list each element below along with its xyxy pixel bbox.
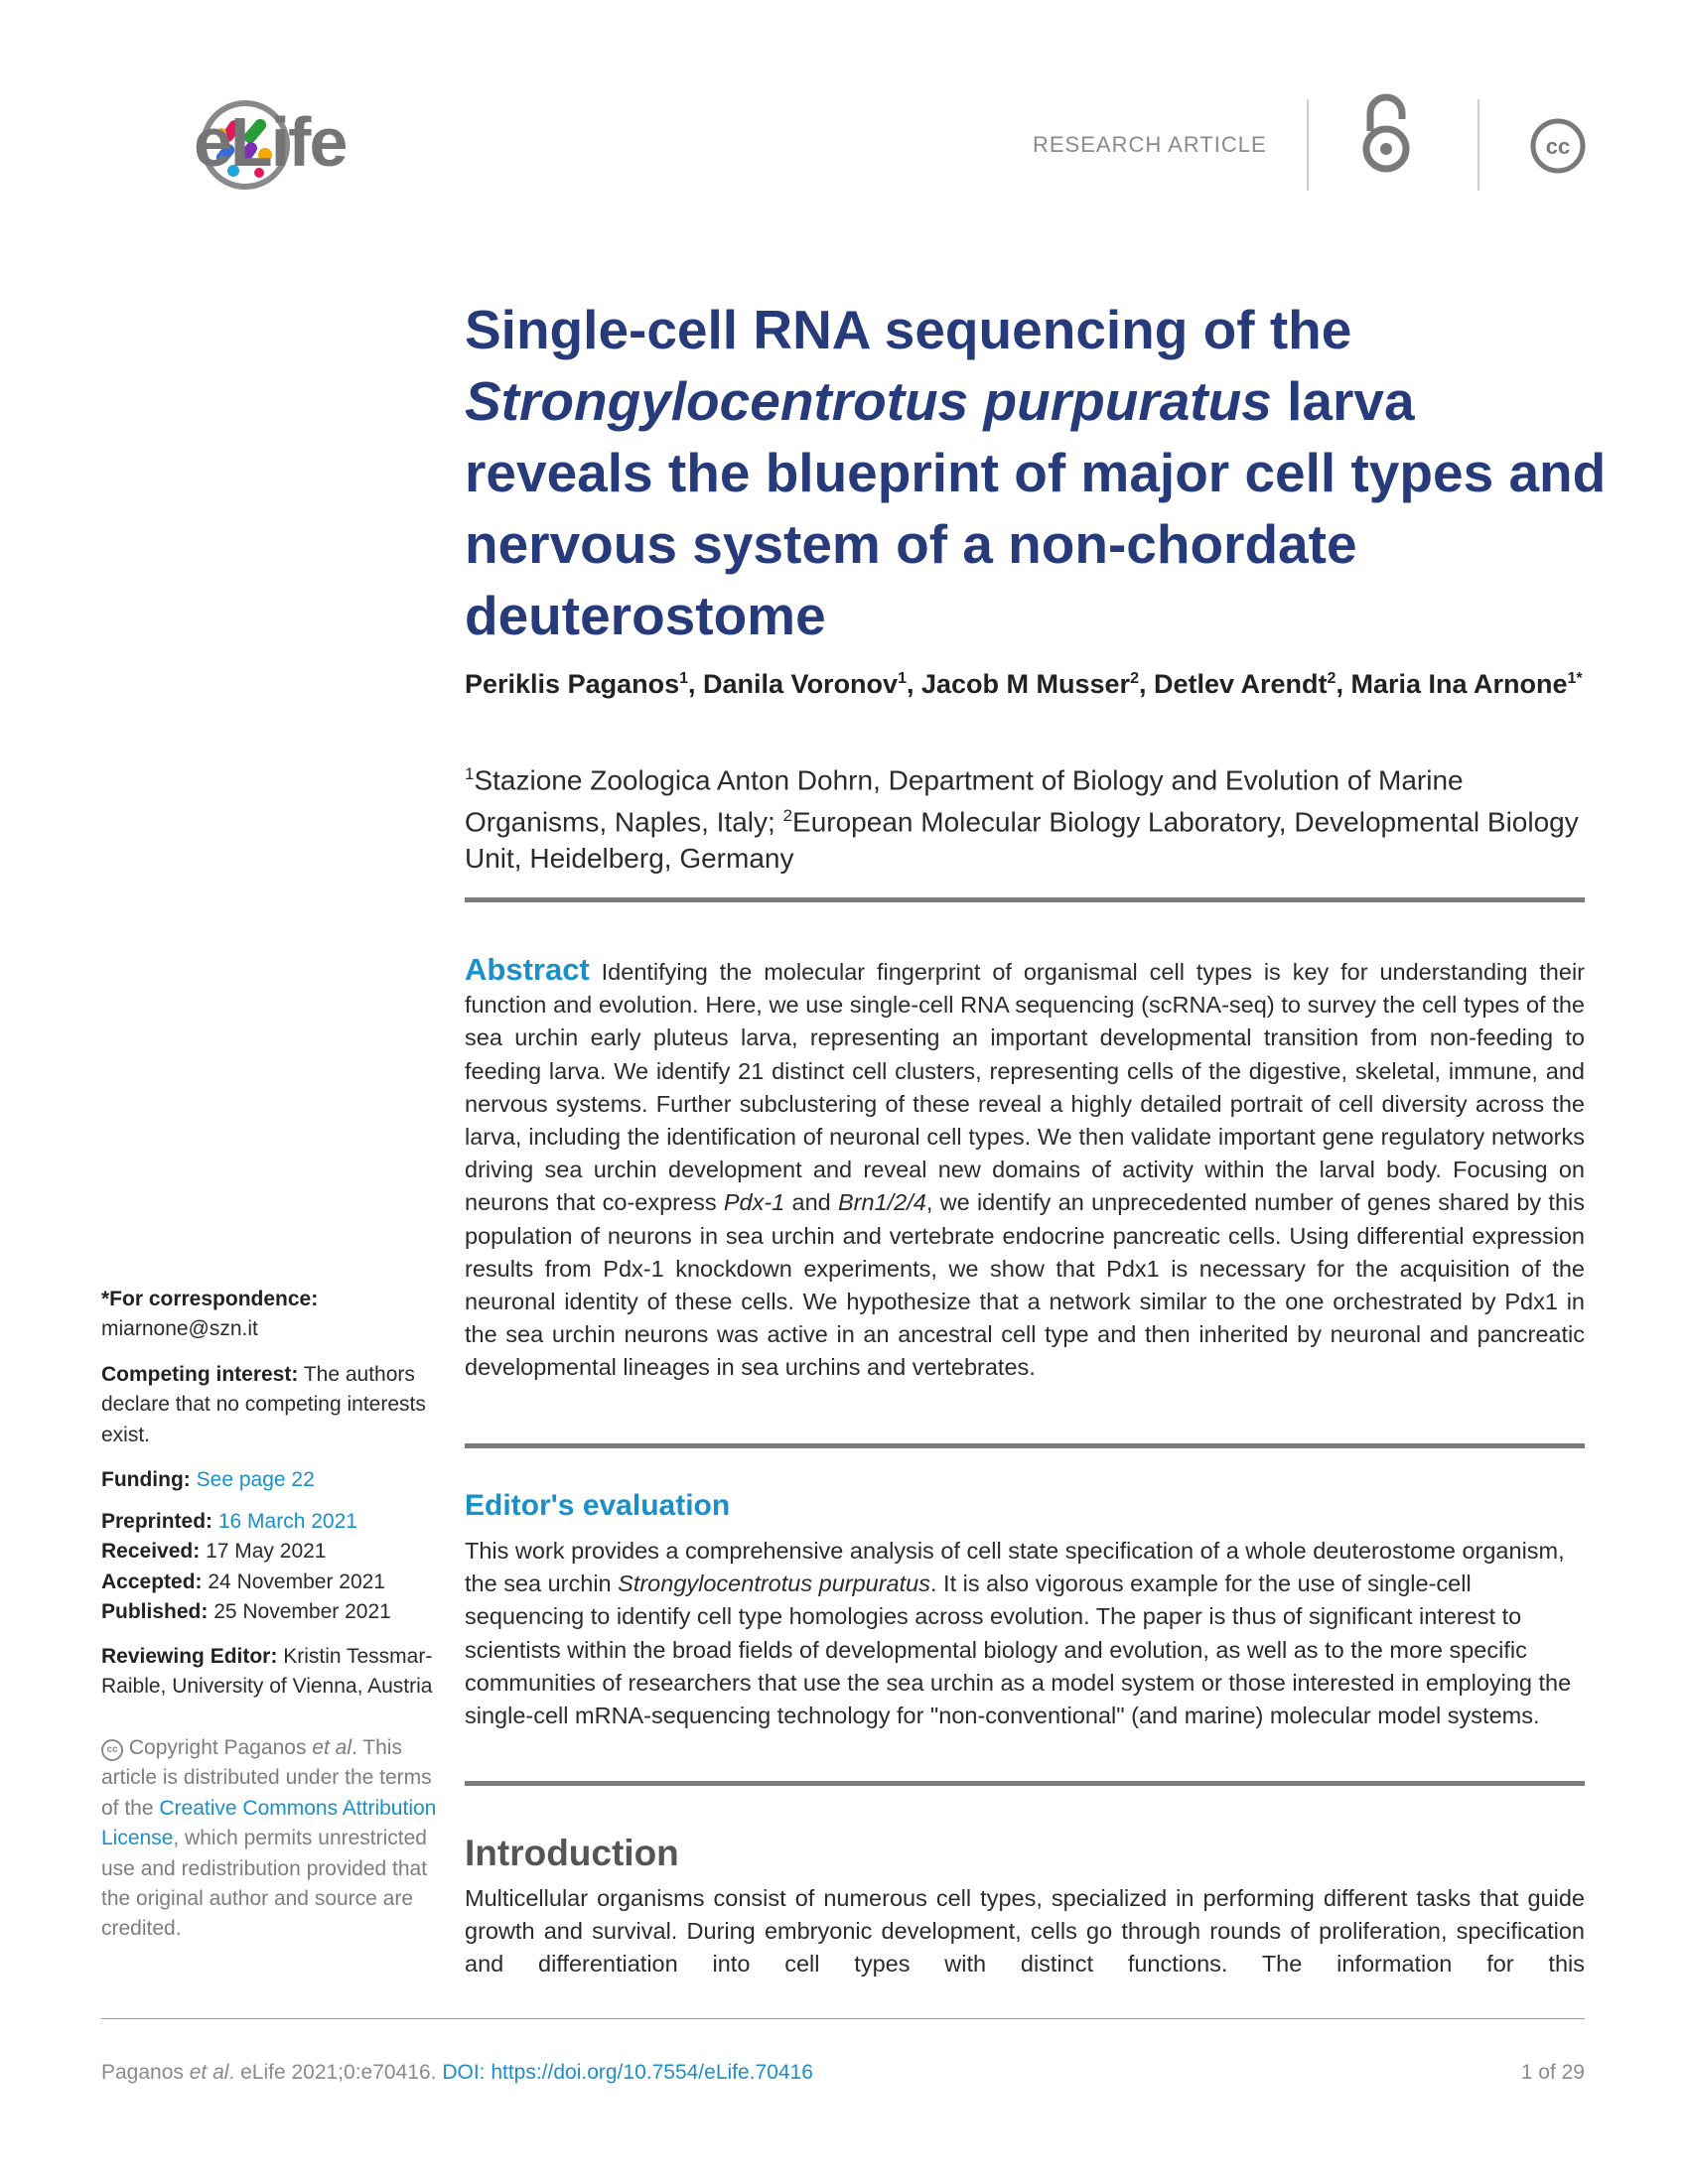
article-type-label: RESEARCH ARTICLE [1033,132,1267,157]
copyright-notice: cc Copyright Paganos et al. This article is distributed under the terms of the Creative Commons Attribution License, which permits unrestricted use and redistribution provided that the original author and source are credited. [101,1736,437,1941]
dates: Preprinted: 16 March 2021 Received: 17 May 2021 Accepted: 24 November 2021 Published: 25 November 2021 [101,1510,391,1624]
author-affiliation-marker: 2 [1327,670,1336,687]
affiliation-text: European Molecular Biology Laboratory, Developmental Biology Unit, Heidelberg, Germany [465,806,1579,874]
editors-evaluation-text: This work provides a comprehensive analysis of cell state specification of a whole deuterostome organism, the sea urchin Strongylocentrotus purpuratus. It is also vigorous example for the use of single-cell sequencing to identify cell type homologies across evolution. The paper is thus of significant interest to scientists within the broad fields of developmental biology and evolution, as well as to the more specific communities of researchers that use the sea urchin as a model system or those interested in employing the single-cell mRNA-sequencing technology for "non-conventional" (and marine) molecular model systems. [465,1538,1572,1729]
correspondence: *For correspondence: miarnone@szn.it [101,1288,319,1341]
author-affiliation-marker: 1 [898,670,907,687]
author [1154,669,1350,699]
preprint-link[interactable]: 16 March 2021 [217,1510,357,1533]
article-title: Single-cell RNA sequencing of the Strongylocentrotus purpuratus larva reveals the blueprint of major cell types and nervous system of a non-chordate deuterostome [465,299,1607,646]
header-divider [1307,99,1309,191]
footer-citation: Paganos et al. eLife 2021;0:e70416. DOI: https://doi.org/10.7554/eLife.70416 [101,2061,813,2084]
author [703,669,921,699]
section-divider [465,1443,1585,1448]
editors-evaluation-heading: Editor's evaluation [465,1489,731,1522]
author-separator: , [688,669,704,699]
creative-commons-icon[interactable] [1529,117,1587,175]
license-link[interactable]: Creative Commons Attribution License [101,1796,437,1850]
author-name: Detlev Arendt [1153,669,1328,699]
copyright-cc-icon: cc [101,1739,123,1761]
abstract-text: Identifying the molecular fingerprint of organismal cell types is key for understanding their function and evolution. Here, we use single-cell RNA sequencing (scRNA-seq) to survey the cell types of the sea urchin early pluteus larva, representing an important developmental transition from non-feeding to feeding larva. We identify 21 distinct cell clusters, representing cells of the digestive, skeletal, immune, and nervous systems. Further subclustering of these reveal a highly detailed portrait of cell diversity across the larva, including the identification of neuronal cell types. We then validate important gene regulatory networks driving sea urchin development and reveal new domains of activity within the larval body. Focusing on neurons that co-express [465,959,1585,1216]
section-divider [465,1781,1585,1786]
introduction-heading: Introduction [465,1833,679,1873]
gene-name: Brn1/2/4 [838,1189,926,1216]
author-name: Danila Voronov [703,669,899,699]
affiliation-number: 1 [465,764,475,783]
author-affiliation-marker: 1* [1567,670,1583,687]
header-divider [1477,99,1479,191]
author-list [465,661,1607,702]
reviewing-editor: Reviewing Editor: Kristin Tessmar-Raible, University of Vienna, Austria [101,1645,433,1699]
author-affiliation-marker: 1 [679,670,689,687]
affiliation-number: 2 [782,806,793,826]
affiliation-text: Stazione Zoologica Anton Dohrn, Department of Biology and Evolution of Marine Organisms, Naples, Italy; [465,764,1464,838]
svg-text:cc: cc [1545,134,1571,159]
brand-name: eLife [194,103,347,181]
abstract: Abstract Identifying the molecular fingerprint of organismal cell types is key for understanding their function and evolution. Here, we use single-cell RNA sequencing (scRNA-seq) to survey the cell types of the sea urchin early pluteus larva, representing an important developmental transition from non-feeding to feeding larva. We identify 21 distinct cell clusters, representing cells of the digestive, skeletal, immune, and nervous systems. Further subclustering of these reveal a highly detailed portrait of cell diversity across the larva, including the identification of neuronal cell types. We then validate important gene regulatory networks driving sea urchin development and reveal new domains of activity within the larval body. Focusing on neurons that co-express Pdx-1 and Brn1/2/4, we identify an unprecedented number of genes shared by this population of neurons in sea urchin and vertebrate endocrine pancreatic cells. Using differential expression results from Pdx-1 knockdown experiments, we show that Pdx1 is necessary for the acquisition of the neuronal identity of these cells. We hypothesize that a network similar to the one orchestrated by Pdx1 in the sea urchin neurons was active in an ancestral cell type and then inherited by neuronal and pancreatic developmental lineages in sea urchins and vertebrates. [465,952,1586,1381]
introduction-text: Multicellular organisms consist of numerous cell types, specialized in performing different tasks that guide growth and survival. During embryonic development, cells go through rounds of proliferation, specification and differentiation into cell types with distinct functions. The information for this [465,1885,1585,1978]
section-divider [465,897,1585,902]
author-affiliation-marker: 2 [1130,670,1139,687]
open-access-icon[interactable] [1360,91,1412,175]
author-name: Maria Ina Arnone [1350,669,1568,699]
footer-divider [101,2018,1585,2019]
funding-link[interactable]: See page 22 [196,1468,315,1491]
competing-interest: Competing interest: The authors declare that no competing interests exist. [101,1363,426,1446]
author-name: Jacob M Musser [920,669,1131,699]
author-name: Periklis Paganos [465,669,680,699]
author-separator: , [1138,669,1154,699]
doi-link[interactable]: DOI: https://doi.org/10.7554/eLife.70416 [442,2061,813,2084]
author [1350,669,1582,699]
affiliations [465,756,1607,877]
author [921,669,1154,699]
correspondence-email[interactable]: miarnone@szn.it [101,1317,258,1341]
author-separator: , [1336,669,1351,699]
abstract-heading: Abstract [465,952,590,987]
author [465,669,703,699]
funding: Funding: See page 22 [101,1468,315,1491]
page-number: 1 of 29 [1520,2061,1585,2084]
author-separator: , [906,669,921,699]
gene-name: Pdx-1 [723,1189,785,1216]
